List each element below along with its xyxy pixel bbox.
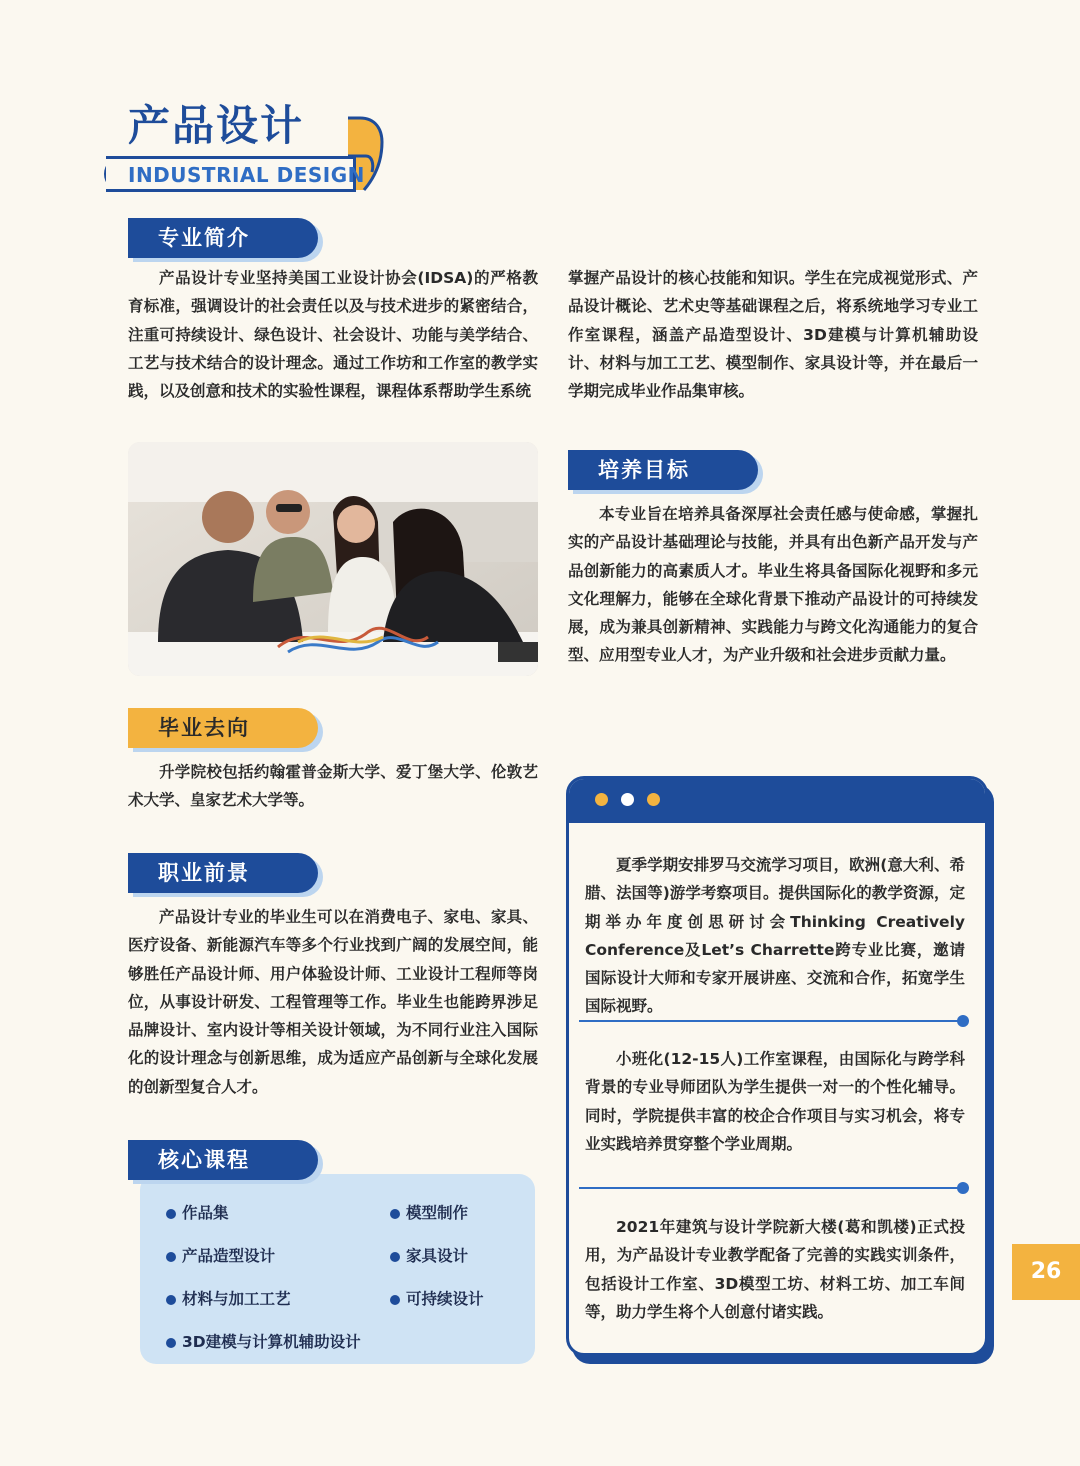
destination-text: 升学院校包括约翰霍普金斯大学、爱丁堡大学、伦敦艺术大学、皇家艺术大学等。	[128, 763, 538, 810]
goal-text: 本专业旨在培养具备深厚社会责任感与使命感，掌握扎实的产品设计基础理论与技能，并具有出色新产品开发与产品创新能力的高素质人才。毕业生将具备国际化视野和多元文化理解力，能够在全球化背景下推动产品设计的可持续发展，成为兼具创新精神、实践能力与跨文化沟通能力的复合型、应用型专业人才，为产业升级和社会进步贡献力量。	[568, 505, 978, 665]
window-dot-icon	[595, 793, 608, 806]
destination-label: 毕业去向	[128, 708, 318, 748]
course-item: 材料与加工工艺	[166, 1288, 291, 1310]
course-item: 模型制作	[390, 1202, 468, 1224]
bullet-icon	[390, 1295, 400, 1305]
course-item: 可持续设计	[390, 1288, 484, 1310]
bullet-icon	[166, 1252, 176, 1262]
bullet-icon	[166, 1338, 176, 1348]
card-divider	[579, 1020, 963, 1022]
courses-label: 核心课程	[128, 1140, 318, 1180]
feature-card	[566, 776, 988, 1356]
course-item: 产品造型设计	[166, 1245, 275, 1267]
career-label: 职业前景	[128, 853, 318, 893]
course-item: 3D建模与计算机辅助设计	[166, 1331, 361, 1353]
students-workshop-photo	[128, 442, 538, 676]
intro-label: 专业简介	[128, 218, 318, 258]
divider-dot-icon	[957, 1015, 969, 1027]
intro-left-text: 产品设计专业坚持美国工业设计协会(IDSA)的严格教育标准，强调设计的社会责任以及与技术进步的紧密结合，注重可持续设计、绿色设计、社会设计、功能与美学结合、工艺与技术结合的设计理念。通过工作坊和工作室的教学实践，以及创意和技术的实验性课程，课程体系帮助学生系统	[128, 269, 538, 401]
page-subtitle: INDUSTRIAL DESIGN	[128, 163, 365, 187]
bullet-icon	[390, 1209, 400, 1219]
window-dot-icon	[621, 793, 634, 806]
page-title: 产品设计	[128, 101, 305, 150]
bullet-icon	[166, 1209, 176, 1219]
bullet-icon	[390, 1252, 400, 1262]
card-divider	[579, 1187, 963, 1189]
career-text: 产品设计专业的毕业生可以在消费电子、家电、家具、医疗设备、新能源汽车等多个行业找到广阔的发展空间，能够胜任产品设计师、用户体验设计师、工业设计工程师等岗位，从事设计研发、工程管理等工作。毕业生也能跨界涉足品牌设计、室内设计等相关设计领域，为不同行业注入国际化的设计理念与创新思维，成为适应产品创新与全球化发展的创新型复合人才。	[128, 908, 538, 1096]
course-item: 家具设计	[390, 1245, 468, 1267]
divider-dot-icon	[957, 1182, 969, 1194]
bullet-icon	[166, 1295, 176, 1305]
card-block-studio: 小班化(12-15人)工作室课程，由国际化与跨学科背景的专业导师团队为学生提供一对一的个性化辅导。同时，学院提供丰富的校企合作项目与实习机会，将专业实践培养贯穿整个学业周期。	[585, 1050, 965, 1153]
course-item: 作品集	[166, 1202, 229, 1224]
goal-label: 培养目标	[568, 450, 758, 490]
intro-right-text: 掌握产品设计的核心技能和知识。学生在完成视觉形式、产品设计概论、艺术史等基础课程之后，将系统地学习专业工作室课程，涵盖产品造型设计、3D建模与计算机辅助设计、材料与加工工艺、模型制作、家具设计等，并在最后一学期完成毕业作品集审核。	[568, 269, 978, 401]
page-number: 26	[1012, 1244, 1080, 1300]
card-block-building: 2021年建筑与设计学院新大楼(葛和凯楼)正式投用，为产品设计专业教学配备了完善的实践实训条件，包括设计工作室、3D模型工坊、材料工坊、加工车间等，助力学生将个人创意付诸实践。	[585, 1218, 965, 1321]
window-dot-icon	[647, 793, 660, 806]
card-block-exchange: 夏季学期安排罗马交流学习项目，欧洲(意大利、希腊、法国等)游学考察项目。提供国际化的教学资源，定期举办年度创思研讨会Thinking Creatively Conference及Let’s Charrette跨专业比赛，邀请国际设计大师和专家开展讲座、交流和合作，拓宽学生国际视野。	[585, 856, 965, 1016]
